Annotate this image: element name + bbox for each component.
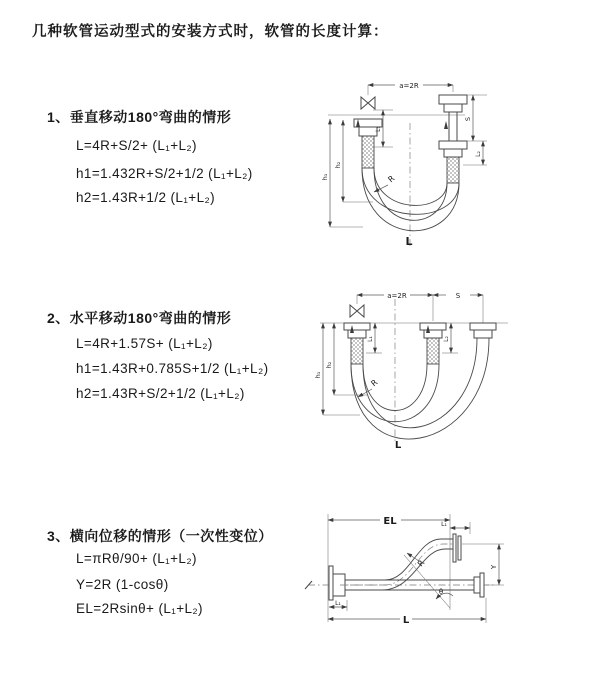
dim-label-l1-end: L₁ xyxy=(441,521,447,528)
upper-right-flange xyxy=(453,534,461,562)
dim-label-l1: L₁ xyxy=(367,336,374,342)
page-title: 几种软管运动型式的安装方式时，软管的长度计算： xyxy=(32,24,389,40)
dim-label-a2r: a=2R xyxy=(387,292,407,300)
dim-l1 xyxy=(373,110,393,147)
hose-u-curves xyxy=(362,168,459,231)
dim-label-l: L xyxy=(402,615,410,626)
dim-label-a2r: a=2R xyxy=(399,82,419,90)
section-1-formula-h2: h2=1.43R+1/2 (L₁+L₂) xyxy=(76,190,216,205)
diagram-vertical-180-bend xyxy=(315,73,495,251)
dim-h1 xyxy=(321,119,363,227)
movement-arrow-icon xyxy=(444,121,448,129)
radius-callout xyxy=(358,378,380,397)
dim-label-h2: h₂ xyxy=(325,361,333,369)
middle-fitting xyxy=(420,323,446,364)
right-flange xyxy=(474,573,484,597)
dim-l1-end xyxy=(441,521,470,534)
radius-label: R xyxy=(415,558,427,569)
section-1-formula-L: L=4R+S/2+ (L₁+L₂) xyxy=(76,138,197,153)
radius-label: R xyxy=(386,173,397,185)
dim-label-el: EL xyxy=(383,516,397,527)
section-3-formula-Y: Y=2R (1-cosθ) xyxy=(76,577,169,592)
theta-label: θ xyxy=(438,588,444,596)
section-3-heading: 3、横向位移的情形（一次性变位） xyxy=(47,528,273,544)
radius-label: R xyxy=(369,377,380,389)
section-2-formula-L: L=4R+1.57S+ (L₁+L₂) xyxy=(76,336,213,351)
section-2-formula-h1: h1=1.43R+0.785S+1/2 (L₁+L₂) xyxy=(76,361,269,376)
valve-icon xyxy=(350,305,364,317)
radius-construction-line xyxy=(404,555,450,608)
diagram-horizontal-180-bend xyxy=(312,283,517,455)
right-fitting xyxy=(470,323,496,338)
section-3-formula-EL: EL=2Rsinθ+ (L₁+L₂) xyxy=(76,601,203,616)
dim-label-l2: L₂ xyxy=(475,151,482,157)
dim-s xyxy=(433,292,483,300)
braided-section xyxy=(427,338,439,364)
left-flange xyxy=(329,566,345,600)
braided-section xyxy=(362,136,374,168)
dim-label-h1: h₁ xyxy=(314,371,322,379)
section-2-formula-h2: h2=1.43R+S/2+1/2 (L₁+L₂) xyxy=(76,386,245,401)
length-label: L xyxy=(394,440,402,451)
dim-label-s: S xyxy=(455,292,461,300)
dim-label-l1: L₁ xyxy=(375,126,382,132)
diagram-lateral-displacement xyxy=(300,498,512,630)
dim-l1-start xyxy=(329,600,347,611)
length-label: L xyxy=(405,235,413,248)
dim-label-h1: h₁ xyxy=(321,173,329,181)
hose-displaced-position xyxy=(340,539,453,590)
section-1-heading: 1、垂直移动180°弯曲的情形 xyxy=(47,109,232,125)
dim-a2r xyxy=(357,292,483,323)
left-fitting xyxy=(344,323,370,364)
braided-section xyxy=(447,157,459,183)
valve-icon xyxy=(361,97,375,109)
section-1-formula-h1: h1=1.432R+S/2+1/2 (L₁+L₂) xyxy=(76,166,253,181)
dim-label-l1-start: L₁ xyxy=(335,600,341,607)
section-2-heading: 2、水平移动180°弯曲的情形 xyxy=(47,310,232,326)
dim-label-y: Y xyxy=(490,564,498,570)
dim-el xyxy=(328,516,450,527)
braided-section xyxy=(351,338,363,364)
section-3-formula-L: L=πRθ/90+ (L₁+L₂) xyxy=(76,551,197,566)
radius-callout xyxy=(374,174,397,192)
dim-label-h2: h₂ xyxy=(334,161,342,169)
dim-label-s: S xyxy=(464,116,472,122)
dim-a2r xyxy=(368,82,453,95)
dim-l xyxy=(328,598,486,626)
dim-label-l2: L₂ xyxy=(443,336,450,342)
right-fitting-two-positions xyxy=(439,95,467,183)
